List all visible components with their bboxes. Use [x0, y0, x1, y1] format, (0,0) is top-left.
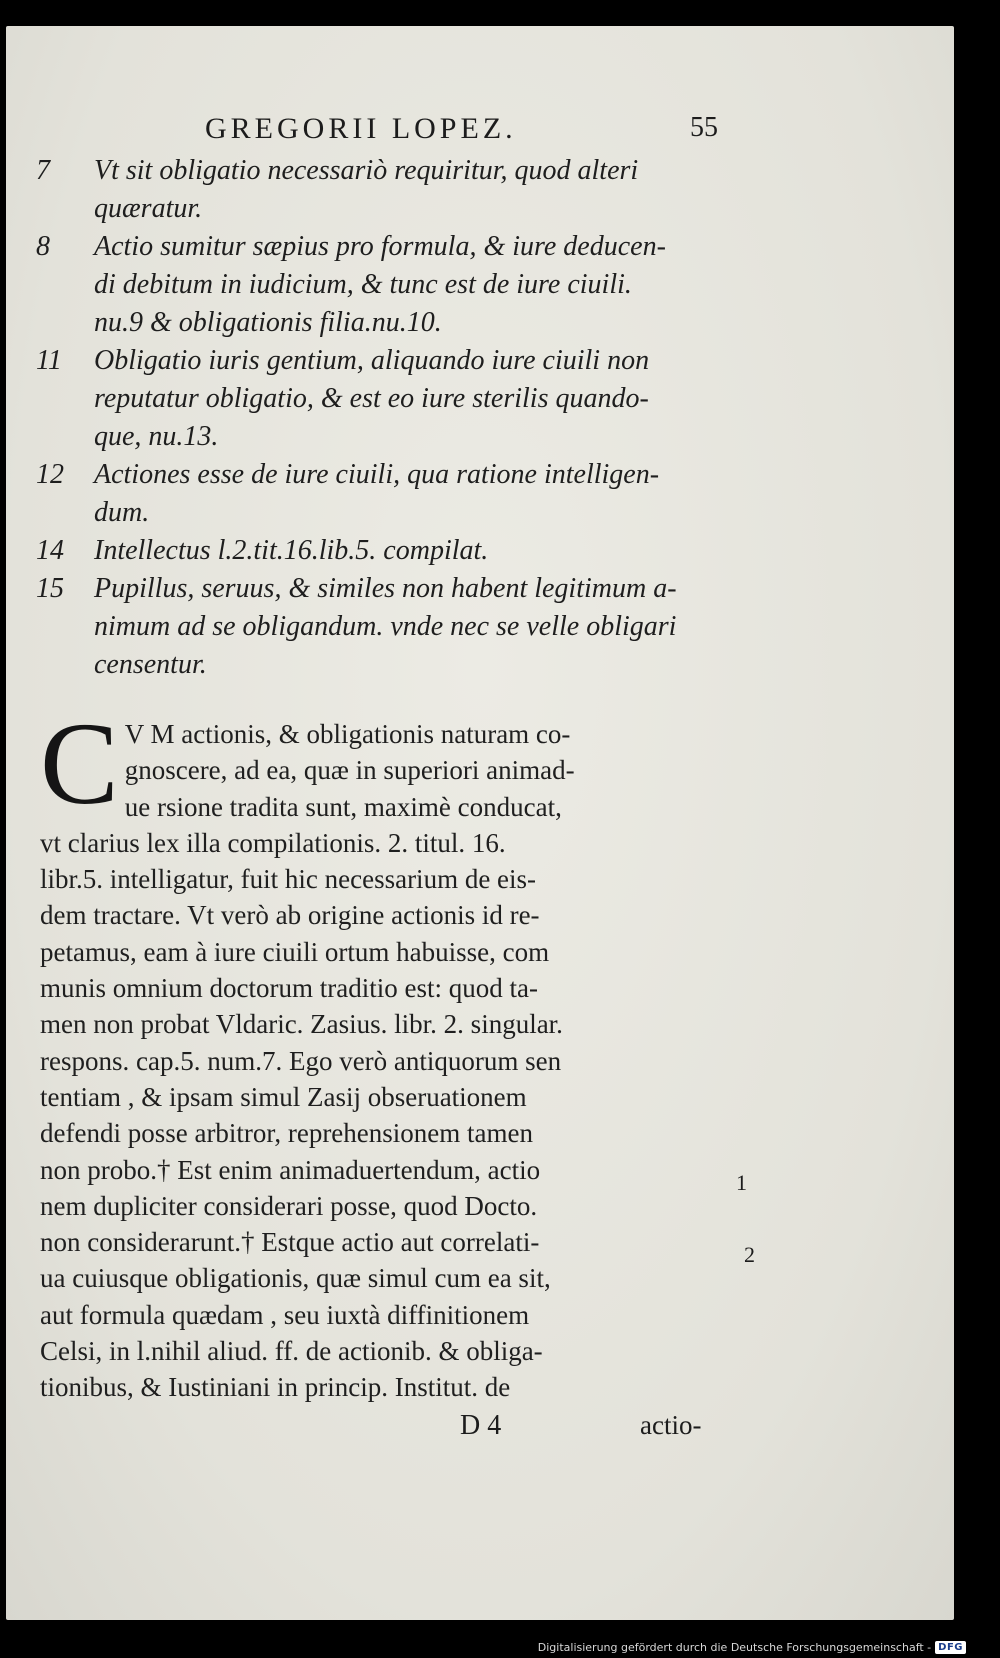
margin-note-marker: 1 [736, 1170, 747, 1195]
summary-line: Obligatio iuris gentium, aliquando iure ciuili non [94, 345, 650, 376]
body-line: nem dupliciter considerari posse, quod Docto. [40, 1190, 538, 1221]
summary-line: Actiones esse de iure ciuili, qua ratione intelligen- [94, 459, 660, 490]
margin-note-marker: 2 [744, 1242, 755, 1267]
summary-number: 7 [36, 155, 50, 186]
body-line: munis omnium doctorum traditio est: quod ta- [40, 973, 538, 1004]
body-line: aut formula quædam , seu iuxtà diffinitionem [40, 1299, 530, 1330]
body-line: ue rsione tradita sunt, maximè conducat, [124, 791, 562, 822]
body-line: dem tractare. Vt verò ab origine actionis id re- [40, 900, 540, 931]
summary-line: quæratur. [94, 193, 203, 224]
body-line: gnoscere, ad ea, quæ in superiori animad- [124, 755, 575, 786]
body-line: defendi posse arbitror, reprehensionem tamen [40, 1118, 533, 1149]
summary-number: 12 [36, 459, 64, 490]
summary-entry [30, 152, 730, 228]
body-line: Celsi, in l.nihil aliud. ff. de actionib. & obliga- [40, 1336, 543, 1367]
body-line: tentiam , & ipsam simul Zasij obseruationem [40, 1081, 527, 1112]
summary-entry [30, 342, 730, 456]
digitization-credit [538, 1641, 966, 1654]
summary-entry [30, 532, 730, 570]
body-text [40, 698, 730, 1406]
summary-line: di debitum in iudicium, & tunc est de iure ciuili. [94, 269, 632, 300]
summary-line: Actio sumitur sæpius pro formula, & iure deducen- [94, 231, 666, 262]
summary-entry [30, 228, 730, 342]
body-line: vt clarius lex illa compilationis. 2. titul. 16. [40, 827, 506, 858]
summary-number: 15 [36, 573, 64, 604]
summary-line: Vt sit obligatio necessariò requiritur, quod alteri [94, 155, 639, 186]
body-line: petamus, eam à iure ciuili ortum habuisse, com [40, 936, 550, 967]
summary-entry [30, 456, 730, 532]
signature-mark: D 4 [460, 1410, 502, 1441]
body-line: respons. cap.5. num.7. Ego verò antiquorum sen [40, 1045, 562, 1076]
body-line: V M actionis, & obligationis naturam co- [124, 719, 571, 749]
summary-number: 8 [36, 231, 50, 262]
body-line: ua cuiusque obligationis, quæ simul cum ea sit, [40, 1263, 551, 1294]
summary-line: nimum ad se obligandum. vnde nec se velle obligari [94, 611, 677, 642]
body-line: men non probat Vldaric. Zasius. libr. 2. singular. [40, 1009, 563, 1040]
summary-entry [30, 570, 730, 684]
summary-line: Intellectus l.2.tit.16.lib.5. compilat. [94, 535, 489, 566]
summary-line: reputatur obligatio, & est eo iure sterilis quando- [94, 383, 649, 414]
catchword: actio- [640, 1410, 702, 1440]
summary-number: 11 [36, 345, 62, 376]
body-line: tionibus, & Iustiniani in princip. Institut. de [40, 1372, 511, 1403]
body-line: libr.5. intelligatur, fuit hic necessarium de eis- [40, 864, 537, 895]
dfg-logo-icon: DFG [935, 1641, 966, 1654]
body-line: non probo.† Est enim animaduertendum, actio [40, 1154, 541, 1185]
body-line: non considerarunt.† Estque actio aut correlati- [40, 1227, 540, 1258]
summary-list [30, 152, 730, 684]
summary-line: Pupillus, seruus, & similes non habent legitimum a- [94, 573, 677, 604]
page-number: 55 [690, 112, 718, 143]
summary-line: dum. [94, 497, 150, 528]
summary-line: que, nu.13. [94, 421, 219, 452]
summary-number: 14 [36, 535, 64, 566]
summary-line: nu.9 & obligationis filia.nu.10. [94, 307, 442, 338]
summary-line: censentur. [94, 649, 207, 680]
credit-text: Digitalisierung gefördert durch die Deutsche Forschungsgemeinschaft - [537, 1641, 932, 1654]
running-title: GREGORII LOPEZ. [205, 112, 517, 145]
drop-cap: C [40, 698, 119, 829]
